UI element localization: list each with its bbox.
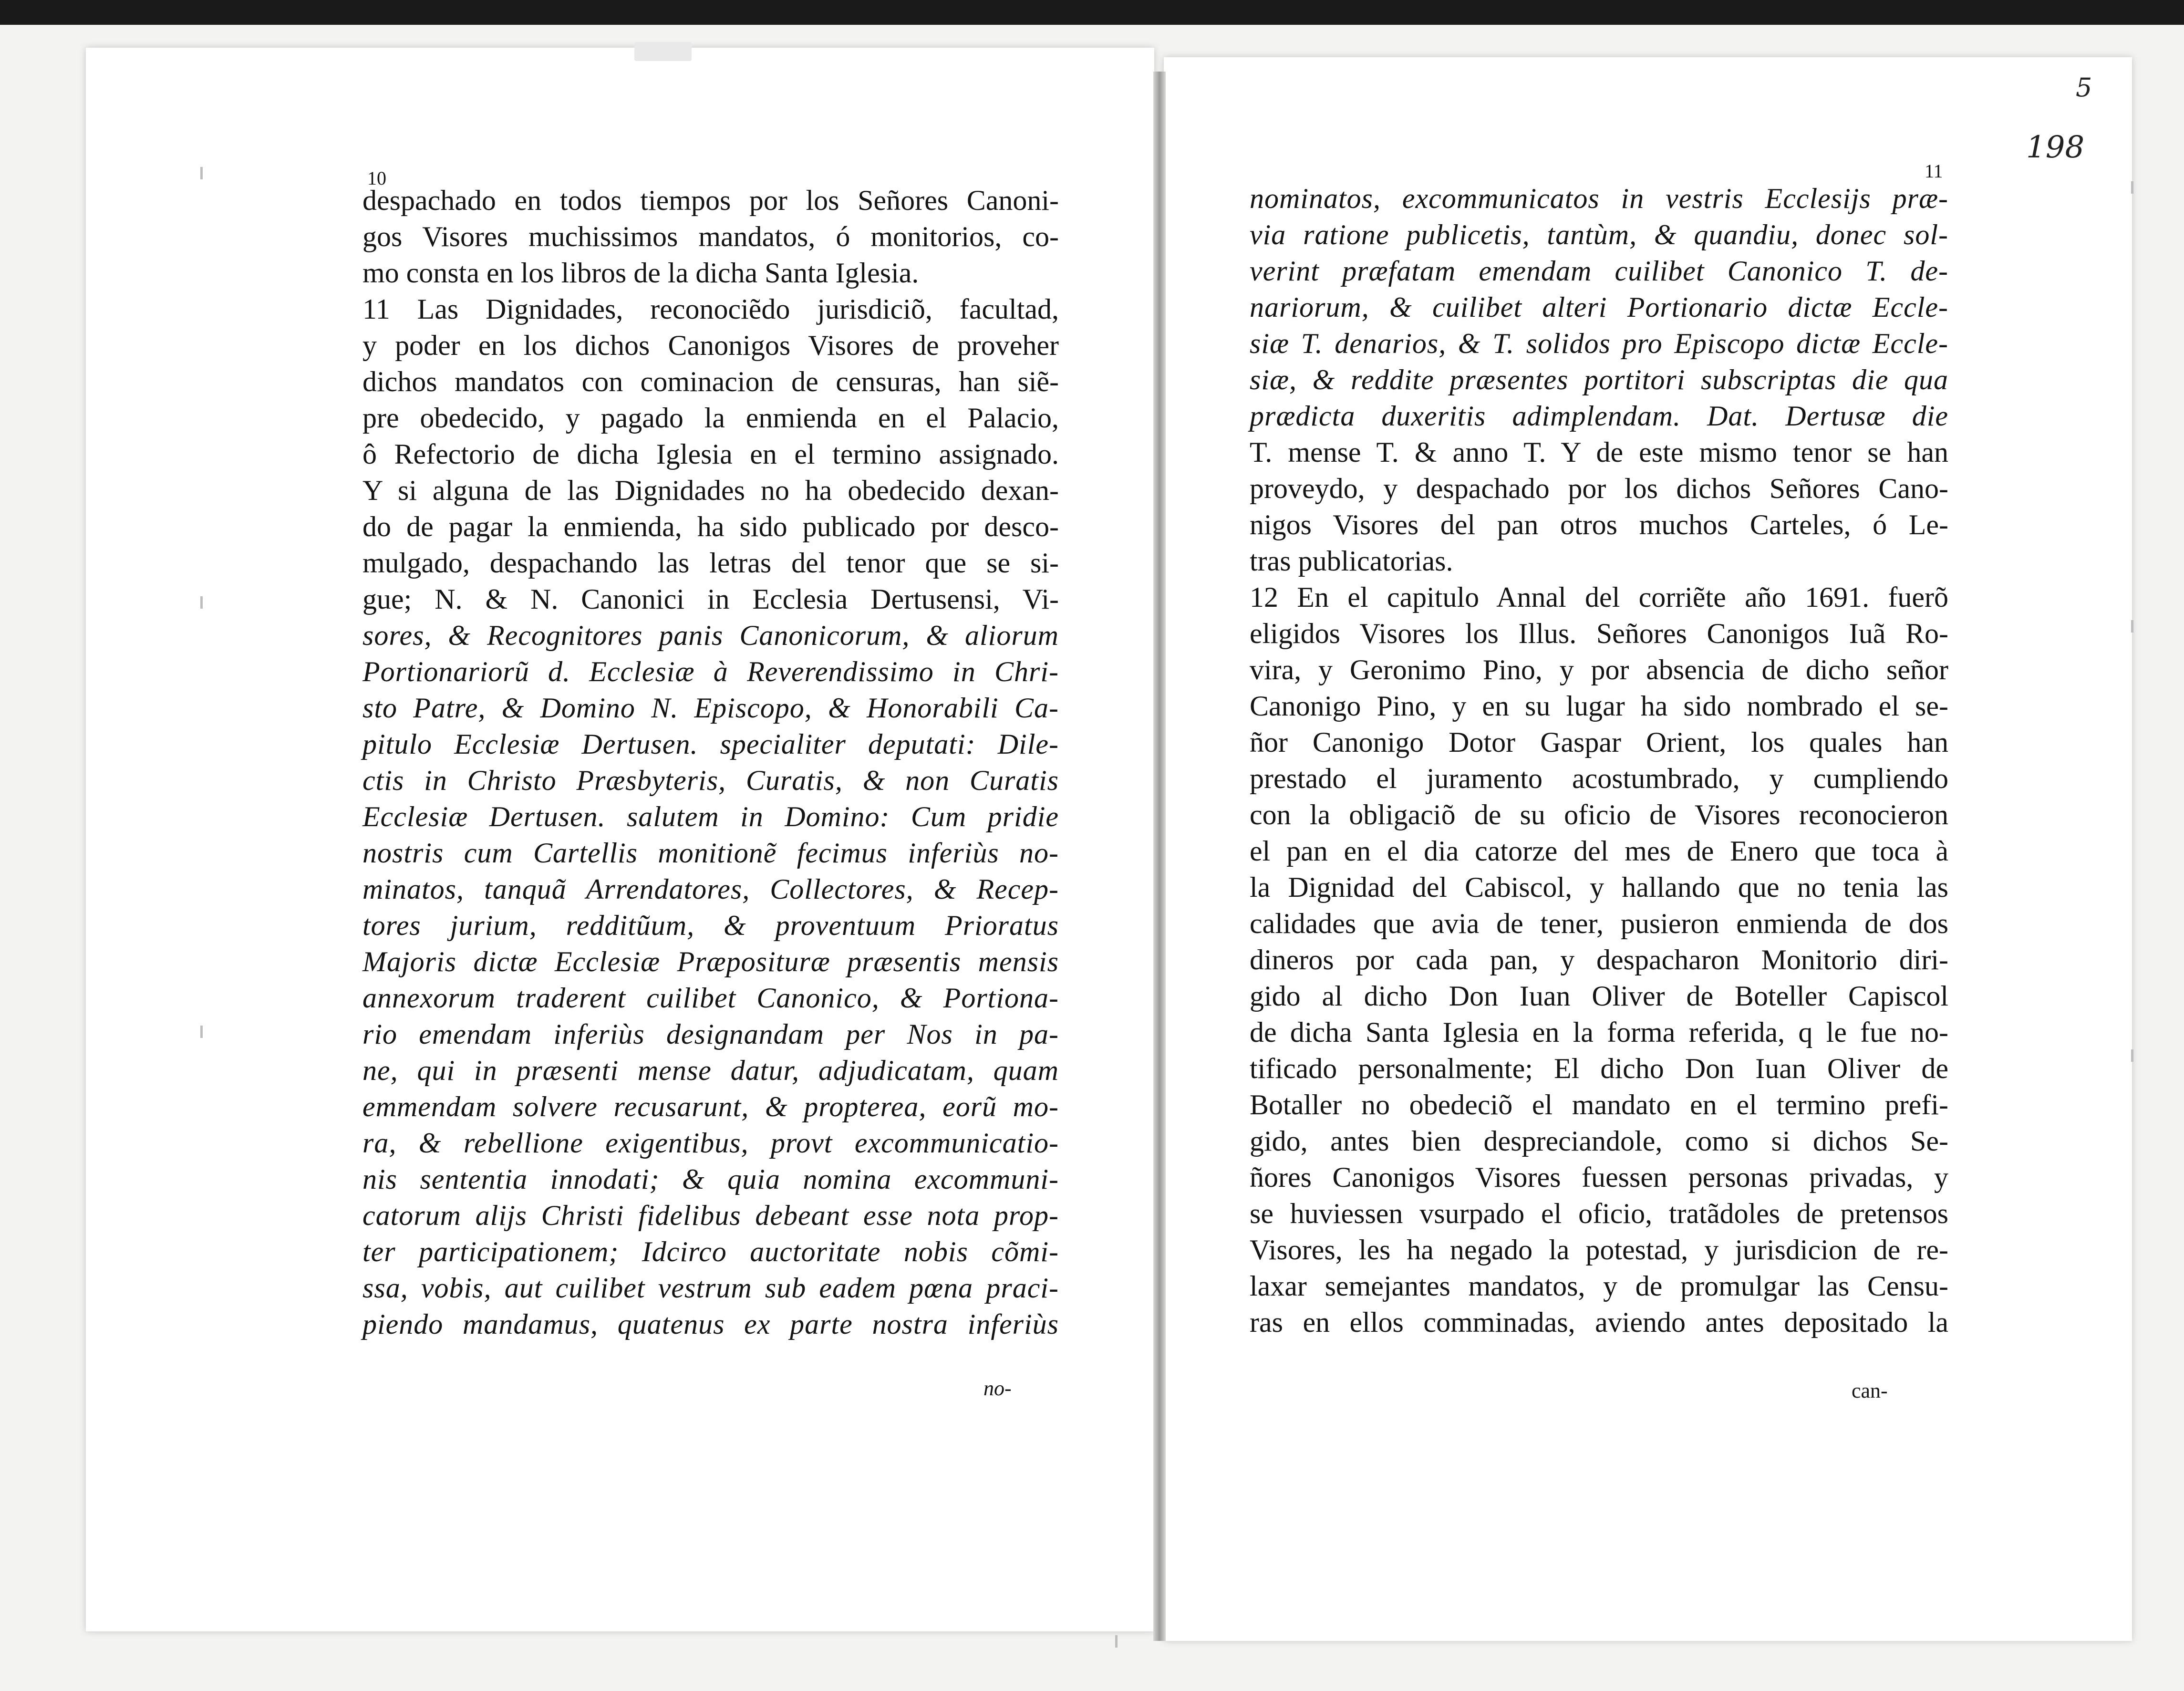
- text-line: ne, qui in præsenti mense datur, adjudicatam, quam: [362, 1055, 1059, 1086]
- text-line: emmendam solvere recusarunt, & propterea, eorũ mo-: [362, 1091, 1059, 1122]
- paper-tab: [634, 42, 692, 61]
- text-line: laxar semejantes mandatos, y de promulgar las Censu-: [1250, 1270, 1948, 1302]
- text-line: nariorum, & cuilibet alteri Portionario dictæ Eccle-: [1250, 291, 1948, 323]
- text-line: mulgado, despachando las letras del tenor que se si-: [362, 547, 1059, 579]
- text-line: T. mense T. & anno T. Y de este mismo tenor se han: [1250, 436, 1948, 468]
- text-line: Y si alguna de las Dignidades no ha obedecido dexan-: [362, 475, 1059, 506]
- text-line: sto Patre, & Domino N. Episcopo, & Honorabili Ca-: [362, 692, 1059, 724]
- text-line: ñor Canonigo Dotor Gaspar Orient, los quales han: [1250, 726, 1948, 758]
- handwritten-folio-number: 198: [2026, 130, 2085, 165]
- text-line: ctis in Christo Præsbyteris, Curatis, & non Curatis: [362, 765, 1059, 796]
- text-line: con la obligaciõ de su oficio de Visores reconocieron: [1250, 799, 1948, 830]
- text-line: gue; N. & N. Canonici in Ecclesia Dertusensi, Vi-: [362, 583, 1059, 615]
- text-line: Canonigo Pino, y en su lugar ha sido nombrado el se-: [1250, 690, 1948, 722]
- text-line: rio emendam inferiùs designandam per Nos in pa-: [362, 1018, 1059, 1050]
- text-line: tras publicatorias.: [1250, 545, 1453, 577]
- right-page-text: [1250, 180, 1948, 1340]
- text-line: siæ T. denarios, & T. solidos pro Episcopo dictæ Eccle-: [1250, 328, 1948, 359]
- text-line: despachado en todos tiempos por los Señores Canoni-: [362, 185, 1059, 216]
- text-line: ñores Canonigos Visores fuessen personas privadas, y: [1250, 1162, 1948, 1193]
- left-catchword: no-: [983, 1377, 1012, 1400]
- text-line: annexorum traderent cuilibet Canonico, & Portiona-: [362, 982, 1059, 1014]
- text-line: de dicha Santa Iglesia en la forma referida, q le fue no-: [1250, 1017, 1948, 1048]
- text-line: nominatos, excommunicatos in vestris Ecclesijs præ-: [1250, 183, 1948, 214]
- text-line: calidades que avia de tener, pusieron enmienda de dos: [1250, 908, 1948, 939]
- text-line: minatos, tanquã Arrendatores, Collectores, & Recep-: [362, 873, 1059, 905]
- text-line: gos Visores muchissimos mandatos, ó monitorios, co-: [362, 221, 1059, 252]
- text-line: gido al dicho Don Iuan Oliver de Boteller Capiscol: [1250, 980, 1948, 1012]
- text-line: pre obedecido, y pagado la enmienda en el Palacio,: [362, 402, 1059, 434]
- text-line: eligidos Visores los Illus. Señores Canonigos Iuã Ro-: [1250, 618, 1948, 649]
- handwritten-corner-mark: 5: [2076, 73, 2092, 103]
- text-line: Portionariorũ d. Ecclesiæ à Reverendissimo in Chri-: [362, 656, 1059, 687]
- text-line: 12 En el capitulo Annal del corriẽte año 1691. fuerõ: [1250, 581, 1948, 613]
- text-line: ter participationem; Idcirco auctoritate nobis cõmi-: [362, 1236, 1059, 1267]
- text-line: el pan en el dia catorze del mes de Enero que toca à: [1250, 835, 1948, 867]
- text-line: mo consta en los libros de la dicha Santa Iglesia.: [362, 257, 919, 289]
- text-line: vira, y Geronimo Pino, y por absencia de dicho señor: [1250, 654, 1948, 685]
- margin-tick: [2131, 1049, 2133, 1062]
- margin-tick: [2131, 620, 2133, 633]
- scanner-edge: [0, 0, 2184, 25]
- text-line: gido, antes bien despreciandole, como si dichos Se-: [1250, 1125, 1948, 1157]
- text-line: la Dignidad del Cabiscol, y hallando que no tenia las: [1250, 871, 1948, 903]
- margin-tick: [200, 1026, 203, 1038]
- text-line: y poder en los dichos Canonigos Visores de proveher: [362, 330, 1059, 361]
- text-line: siæ, & reddite præsentes portitori subscriptas die qua: [1250, 364, 1948, 395]
- text-line: via ratione publicetis, tantùm, & quandiu, donec sol-: [1250, 219, 1948, 250]
- text-line: dichos mandatos con cominacion de censuras, han siẽ-: [362, 366, 1059, 397]
- text-line: catorum alijs Christi fidelibus debeant esse nota prop-: [362, 1200, 1059, 1231]
- text-line: prestado el juramento acostumbrado, y cumpliendo: [1250, 763, 1948, 794]
- text-line: ssa, vobis, aut cuilibet vestrum sub eadem pœna praci-: [362, 1272, 1059, 1304]
- text-line: ra, & rebellione exigentibus, provt excommunicatio-: [362, 1127, 1059, 1159]
- right-page-number: 11: [1925, 160, 1943, 182]
- left-page-text: [362, 182, 1059, 1342]
- right-catchword: can-: [1852, 1379, 1888, 1402]
- text-line: Ecclesiæ Dertusen. salutem in Domino: Cum pridie: [362, 801, 1059, 832]
- text-line: do de pagar la enmienda, ha sido publicado por desco-: [362, 511, 1059, 542]
- text-line: nis sententia innodati; & quia nomina excommuni-: [362, 1163, 1059, 1195]
- text-line: prædicta duxeritis adimplendam. Dat. Dertusæ die: [1250, 400, 1948, 432]
- margin-tick: [1115, 1635, 1118, 1648]
- text-line: 11 Las Dignidades, reconociẽdo jurisdiciõ, facultad,: [362, 293, 1059, 325]
- text-line: Botaller no obedeciõ el mandato en el termino prefi-: [1250, 1089, 1948, 1120]
- margin-tick: [2131, 181, 2133, 194]
- margin-tick: [200, 167, 203, 179]
- text-line: dineros por cada pan, y despacharon Monitorio diri-: [1250, 944, 1948, 975]
- text-line: verint præfatam emendam cuilibet Canonico T. de-: [1250, 255, 1948, 287]
- text-line: nigos Visores del pan otros muchos Carteles, ó Le-: [1250, 509, 1948, 540]
- margin-tick: [200, 596, 203, 609]
- text-line: ras en ellos comminadas, aviendo antes depositado la: [1250, 1307, 1948, 1338]
- text-line: Visores, les ha negado la potestad, y jurisdicion de re-: [1250, 1234, 1948, 1266]
- text-line: se huviessen vsurpado el oficio, tratãdoles de pretensos: [1250, 1198, 1948, 1229]
- text-line: tores jurium, redditũum, & proventuum Prioratus: [362, 910, 1059, 941]
- text-line: nostris cum Cartellis monitionẽ fecimus inferiùs no-: [362, 837, 1059, 869]
- text-line: Majoris dictæ Ecclesiæ Præposituræ præsentis mensis: [362, 946, 1059, 977]
- text-line: piendo mandamus, quatenus ex parte nostra inferiùs: [362, 1308, 1059, 1340]
- text-line: tificado personalmente; El dicho Don Iuan Oliver de: [1250, 1053, 1948, 1084]
- book-gutter: [1153, 72, 1166, 1641]
- text-line: pitulo Ecclesiæ Dertusen. specialiter deputati: Dile-: [362, 728, 1059, 760]
- text-line: ô Refectorio de dicha Iglesia en el termino assignado.: [362, 438, 1059, 470]
- left-page-number: 10: [367, 167, 386, 189]
- text-line: sores, & Recognitores panis Canonicorum, & aliorum: [362, 620, 1059, 651]
- text-line: proveydo, y despachado por los dichos Señores Cano-: [1250, 473, 1948, 504]
